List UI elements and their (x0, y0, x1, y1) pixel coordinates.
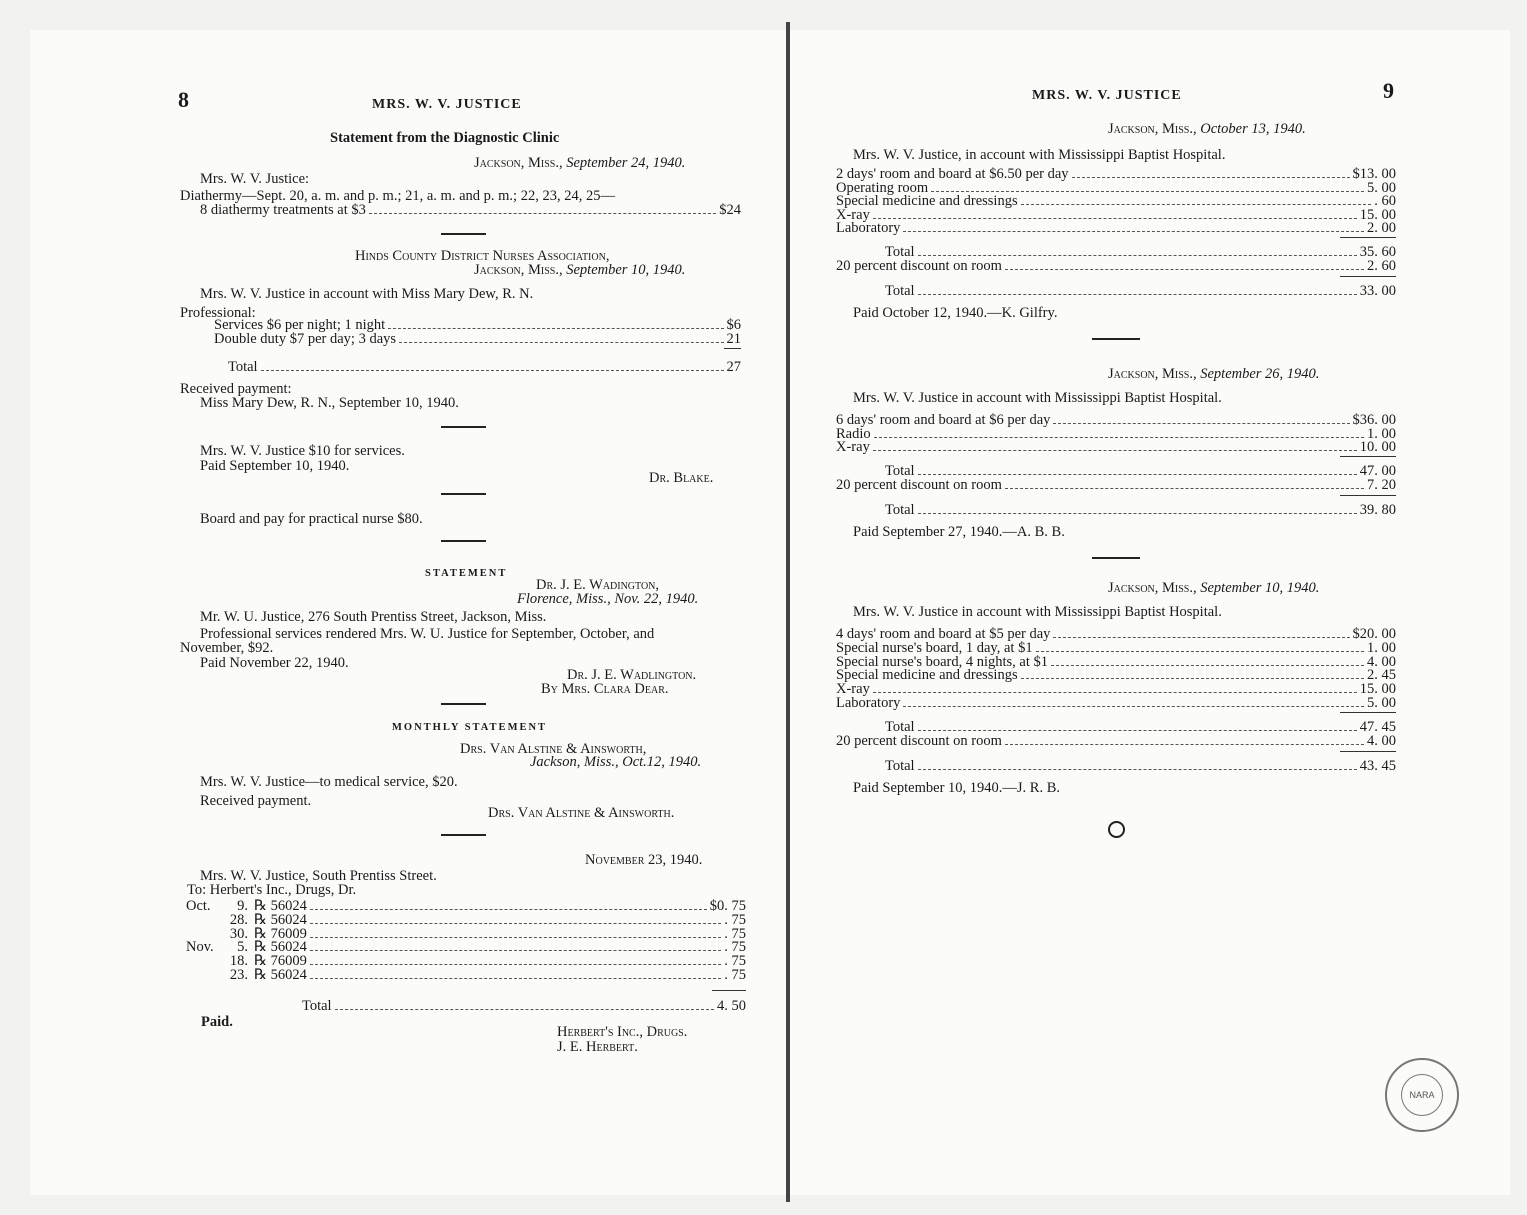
herbert-customer: Mrs. W. V. Justice, South Prentiss Street. (200, 868, 437, 884)
wadington-line1: Professional services rendered Mrs. W. U. Justice for September, October, and (200, 626, 655, 642)
clinic-dateline-place: Jackson, Miss., (474, 155, 563, 171)
bill2-dateline-date: September 26, 1940. (1200, 366, 1320, 382)
bill1-item-row-amount: 5. 00 (1367, 179, 1396, 196)
bill3-total-row (885, 759, 1396, 774)
bill3-item-row-label: X-ray (836, 681, 870, 698)
bill1-item-row-label: Special medicine and dressings (836, 193, 1018, 209)
wadington-paid: Paid November 22, 1940. (200, 655, 349, 671)
clinic-dateline-date: September 24, 1940. (566, 155, 686, 171)
bill1-total-row-amount: 33. 00 (1359, 282, 1396, 299)
herbert-item-row-amount: . 75 (724, 967, 746, 983)
bill2-discount-row (836, 478, 1396, 493)
herbert-item-row (254, 968, 746, 983)
wadington-doctor: Dr. J. E. Wadington, (536, 577, 660, 593)
nurses-double-amount: 21 (726, 331, 741, 347)
clinic-line2 (200, 203, 741, 218)
bill1-discount-row-label: 20 percent discount on room (836, 257, 1002, 274)
nurses-professional: Professional: (180, 305, 256, 321)
herbert-to: To: Herbert's Inc., Drugs, Dr. (187, 882, 357, 898)
stamp-center (1401, 1074, 1443, 1116)
herbert-item-day: 23. (229, 967, 248, 983)
section-divider (441, 834, 486, 836)
page-number-right: 9 (1383, 78, 1394, 103)
nurses-received: Received payment: (180, 381, 292, 397)
bill2-discount-row-label: 20 percent discount on room (836, 476, 1002, 493)
bill1-discount-row (836, 259, 1396, 274)
bill2-item-row-amount: 1. 00 (1367, 425, 1396, 442)
monthly-doctors: Drs. Van Alstine & Ainsworth, (460, 741, 647, 757)
herbert-item-row-amount: . 75 (724, 953, 746, 970)
nurses-services-label: Services $6 per night; 1 night (214, 317, 386, 333)
bill1-discount-row-amount: 2. 60 (1367, 257, 1396, 274)
bill2-item-row (836, 440, 1396, 455)
clinic-addressee: Mrs. W. V. Justice: (200, 171, 310, 187)
nurses-dateline-place: Jackson, Miss., (474, 262, 563, 278)
wadington-signature: Dr. J. E. Wadlington. (567, 667, 697, 683)
running-head-left: MRS. W. V. JUSTICE (372, 97, 522, 112)
nurses-dateline-date: September 10, 1940. (566, 262, 686, 278)
herbert-date: November 23, 1940. (585, 852, 703, 868)
bill1-total-row-label: Total (885, 282, 915, 299)
herbert-item-row-amount: $0. 75 (709, 898, 746, 914)
bill1-item-row-label: Laboratory (836, 220, 901, 236)
sum-line (712, 990, 746, 991)
bill2-dateline (1108, 367, 1319, 382)
nurses-received-by: Miss Mary Dew, R. N., September 10, 1940. (200, 395, 459, 411)
section-divider (441, 233, 486, 235)
bill2-account: Mrs. W. V. Justice in account with Mississippi Baptist Hospital. (853, 390, 1222, 406)
practical-nurse: Board and pay for practical nurse $80. (200, 511, 423, 527)
bill3-total-row-label: Total (885, 757, 915, 774)
bill2-subtotal-row-amount: 47. 00 (1359, 462, 1396, 479)
bill3-paid: Paid September 10, 1940.—J. R. B. (853, 779, 1061, 796)
nurses-total-row (228, 360, 741, 375)
bill2-total-row-amount: 39. 80 (1359, 501, 1396, 518)
sum-line (1340, 712, 1396, 713)
archive-stamp (1385, 1058, 1459, 1132)
blake-line1: Mrs. W. V. Justice $10 for services. (200, 443, 405, 459)
herbert-total-label: Total (302, 998, 332, 1014)
bill1-item-row-amount: $13. 00 (1352, 166, 1396, 182)
bill3-item-row-label: Special medicine and dressings (836, 667, 1018, 684)
bill2-item-row-amount: 10. 00 (1359, 439, 1396, 455)
clinic-dateline (474, 156, 685, 171)
nurses-account: Mrs. W. V. Justice in account with Miss Mary Dew, R. N. (200, 286, 534, 302)
sum-line (1340, 751, 1396, 752)
bill3-dateline-place: Jackson, Miss., (1108, 580, 1197, 596)
herbert-item-row-amount: . 75 (724, 939, 746, 956)
wadington-addressee: Mr. W. U. Justice, 276 South Prentiss Street, Jackson, Miss. (200, 609, 547, 625)
herbert-item-row-label: ℞ 56024 (254, 898, 307, 914)
herbert-item-day: 30. (229, 925, 248, 942)
nurses-dateline (474, 263, 685, 278)
section-divider (441, 540, 486, 542)
sum-line (1340, 456, 1396, 457)
bill1-account: Mrs. W. V. Justice, in account with Mississippi Baptist Hospital. (853, 147, 1226, 163)
blake-line2: Paid September 10, 1940. (200, 458, 350, 474)
herbert-total-row (302, 999, 746, 1014)
herbert-item-day: 18. (229, 953, 248, 970)
bill3-item-row-label: Special nurse's board, 4 nights, at $1 (836, 653, 1049, 670)
bill3-dateline-date: September 10, 1940. (1200, 580, 1320, 596)
bill1-dateline-date: October 13, 1940. (1200, 121, 1306, 137)
bill3-item-row-label: 4 days' room and board at $5 per day (836, 626, 1051, 642)
bill3-item-row-amount: 4. 00 (1367, 653, 1396, 670)
monthly-heading: MONTHLY STATEMENT (392, 722, 548, 733)
bill1-item-row-amount: 15. 00 (1359, 206, 1396, 223)
bill3-discount-row (836, 734, 1396, 749)
herbert-item-row-label: ℞ 56024 (254, 911, 307, 928)
herbert-paid: Paid. (201, 1014, 233, 1030)
herbert-item-row (254, 913, 746, 928)
bill3-subtotal-row-label: Total (885, 718, 915, 735)
herbert-item-row-label: ℞ 76009 (254, 953, 307, 970)
section-divider (441, 493, 486, 495)
herbert-item-row-amount: . 75 (724, 911, 746, 928)
herbert-item-row-amount: . 75 (724, 925, 746, 942)
bill3-item-row-amount: $20. 00 (1352, 626, 1396, 642)
bill2-dateline-place: Jackson, Miss., (1108, 366, 1197, 382)
nurses-org: Hinds County District Nurses Association, (355, 248, 610, 264)
bill1-subtotal-row-label: Total (885, 243, 915, 260)
bill3-item-row-label: Special nurse's board, 1 day, at $1 (836, 639, 1033, 656)
bill3-item-row (836, 668, 1396, 683)
bill2-discount-row-amount: 7. 20 (1367, 476, 1396, 493)
bill3-item-row-label: Laboratory (836, 695, 901, 711)
monthly-dateline: Jackson, Miss., Oct.12, 1940. (530, 754, 702, 770)
sum-line (1340, 237, 1396, 238)
clinic-line2-label: 8 diathermy treatments at $3 (200, 202, 366, 218)
bill1-dateline (1108, 122, 1306, 137)
nurses-total-amount: 27 (726, 359, 741, 375)
section-divider (441, 703, 486, 705)
running-head-right: MRS. W. V. JUSTICE (1032, 88, 1182, 103)
herbert-item-row (254, 899, 746, 914)
herbert-item-day: 28. (229, 911, 248, 928)
wadington-line2: November, $92. (180, 640, 274, 656)
monthly-line1: Mrs. W. V. Justice—to medical service, $20. (200, 774, 458, 790)
bill2-paid: Paid September 27, 1940.—A. B. B. (853, 523, 1065, 540)
bill2-item-row-label: 6 days' room and board at $6 per day (836, 412, 1051, 428)
bill1-item-row (836, 221, 1396, 236)
wadington-by: By Mrs. Clara Dear. (541, 681, 669, 697)
bill1-item-row-label: X-ray (836, 206, 870, 223)
bill1-dateline-place: Jackson, Miss., (1108, 121, 1197, 137)
herbert-item-row (254, 940, 746, 955)
bill3-item-row-amount: 15. 00 (1359, 681, 1396, 698)
herbert-item-day: 9. (237, 898, 248, 914)
herbert-item-row-label: ℞ 56024 (254, 967, 307, 983)
monthly-signature: Drs. Van Alstine & Ainsworth. (488, 805, 675, 821)
bill2-item-row-label: Radio (836, 425, 871, 442)
book-gutter (786, 22, 790, 1202)
nurses-total-label: Total (228, 359, 258, 375)
herbert-item-row-label: ℞ 56024 (254, 939, 307, 956)
bill3-subtotal-row-amount: 47. 45 (1359, 718, 1396, 735)
herbert-item-row (254, 927, 746, 942)
bill2-total-row-label: Total (885, 501, 915, 518)
herbert-item-day: 5. (237, 939, 248, 956)
clinic-amount: $24 (719, 202, 741, 218)
nurses-double-label: Double duty $7 per day; 3 days (214, 331, 397, 347)
bill1-item-row-label: Operating room (836, 179, 929, 196)
herbert-item-row (254, 954, 746, 969)
wadington-dateline: Florence, Miss., Nov. 22, 1940. (517, 591, 699, 607)
section-divider (441, 426, 486, 428)
herbert-item-month: Oct. (186, 898, 211, 914)
herbert-total-amount: 4. 50 (717, 998, 746, 1014)
herbert-item-row-label: ℞ 76009 (254, 925, 307, 942)
bill3-item-row (836, 682, 1396, 697)
bill3-dateline (1108, 581, 1319, 596)
herbert-signature-name: J. E. Herbert. (557, 1039, 638, 1055)
bill2-item-row-label: X-ray (836, 439, 870, 455)
bill3-item-row-amount: 2. 45 (1367, 667, 1396, 684)
bill1-total-row (885, 284, 1396, 299)
bill2-subtotal-row-label: Total (885, 462, 915, 479)
stamp-inner-text: NARA (1409, 1090, 1435, 1100)
sum-line (724, 348, 741, 349)
bill3-item-row (836, 696, 1396, 711)
bill2-item-row-amount: $36. 00 (1352, 412, 1396, 428)
bill3-discount-row-label: 20 percent discount on room (836, 732, 1002, 749)
page-number-left: 8 (178, 87, 189, 112)
bill1-item-row-amount: . 60 (1374, 193, 1396, 209)
bill3-account: Mrs. W. V. Justice in account with Mississippi Baptist Hospital. (853, 604, 1222, 620)
bill1-subtotal-row-amount: 35. 60 (1359, 243, 1396, 260)
bill3-discount-row-amount: 4. 00 (1367, 732, 1396, 749)
bill2-total-row (885, 503, 1396, 518)
bill3-total-row-amount: 43. 45 (1359, 757, 1396, 774)
section-divider (1092, 338, 1140, 340)
bill1-item-row-amount: 2. 00 (1367, 220, 1396, 236)
circle-mark (1108, 821, 1125, 838)
clinic-title: Statement from the Diagnostic Clinic (330, 130, 560, 146)
wadington-heading: STATEMENT (425, 568, 508, 579)
bill1-item-row-label: 2 days' room and board at $6.50 per day (836, 166, 1069, 182)
nurses-services-amount: $6 (726, 317, 741, 333)
bill1-paid: Paid October 12, 1940.—K. Gilfry. (853, 304, 1058, 321)
nurses-double-row (214, 332, 741, 347)
herbert-signature-company: Herbert's Inc., Drugs. (557, 1024, 688, 1040)
clinic-line1: Diathermy—Sept. 20, a. m. and p. m.; 21, a. m. and p. m.; 22, 23, 24, 25— (180, 188, 615, 204)
sum-line (1340, 495, 1396, 496)
herbert-item-month: Nov. (186, 939, 214, 956)
sum-line (1340, 276, 1396, 277)
bill3-item-row-amount: 1. 00 (1367, 639, 1396, 656)
blake-signature: Dr. Blake. (649, 470, 714, 486)
monthly-line2: Received payment. (200, 793, 312, 809)
section-divider (1092, 557, 1140, 559)
bill3-item-row-amount: 5. 00 (1367, 695, 1396, 711)
